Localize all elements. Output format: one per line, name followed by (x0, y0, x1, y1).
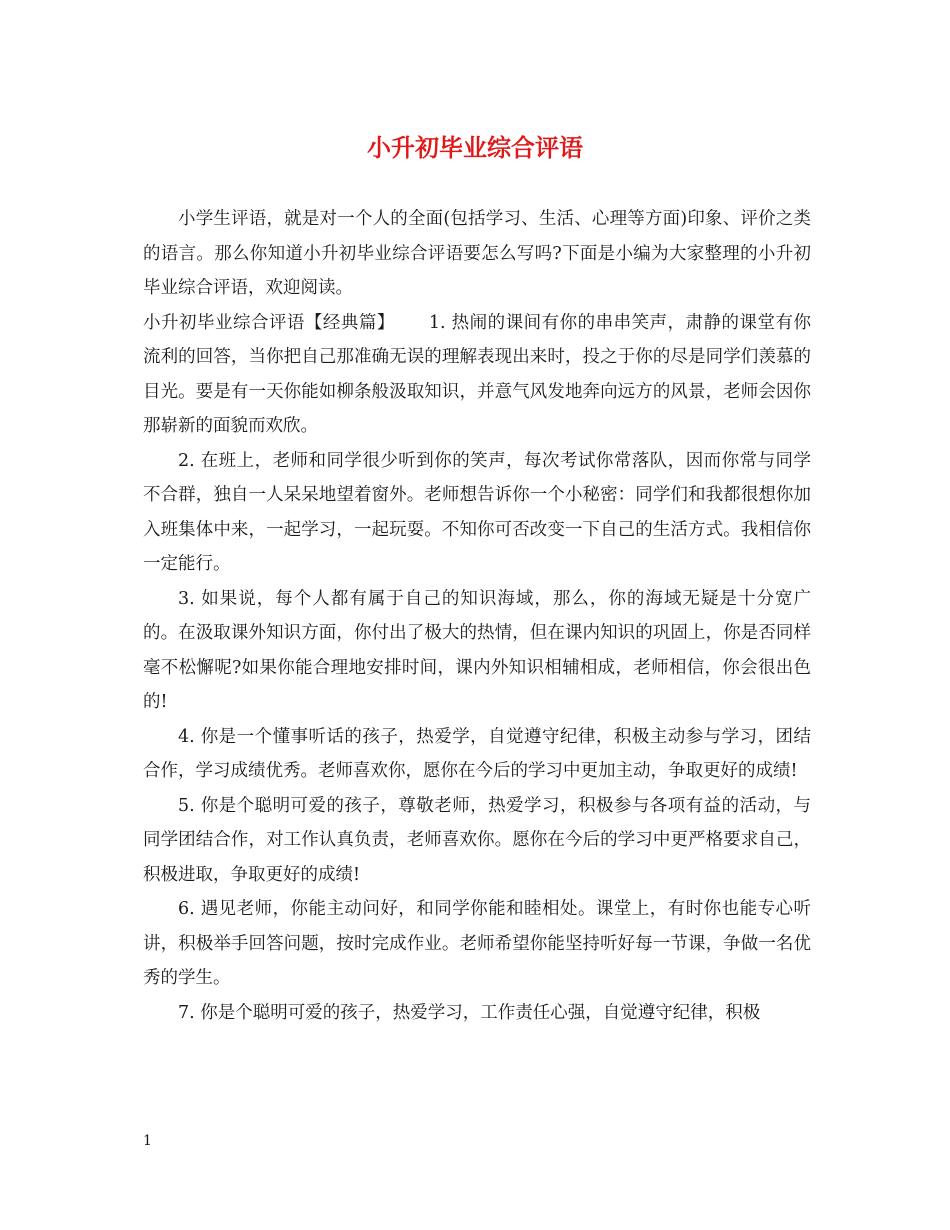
comment-item-5: 5. 你是个聪明可爱的孩子，尊敬老师，热爱学习，积极参与各项有益的活动，与同学团结合作，对工作认真负责，老师喜欢你。愿你在今后的学习中更严格要求自己，积极进取，争取更好的成绩! (143, 795, 811, 885)
page-number: 1 (143, 1133, 152, 1149)
comment-item-2: 2. 在班上，老师和同学很少听到你的笑声，每次考试你常落队，因而你常与同学不合群，独自一人呆呆地望着窗外。老师想告诉你一个小秘密：同学们和我都很想你加入班集体中来，一起学习，一起玩耍。不知你可否改变一下自己的生活方式。我相信你一定能行。 (143, 450, 811, 574)
comment-item-4: 4. 你是一个懂事听话的孩子，热爱学，自觉遵守纪律，积极主动参与学习，团结合作，学习成绩优秀。老师喜欢你，愿你在今后的学习中更加主动，争取更好的成绩! (143, 726, 811, 781)
comment-item-6: 6. 遇见老师，你能主动问好，和同学你能和睦相处。课堂上，有时你也能专心听讲，积极举手回答问题，按时完成作业。老师希望你能坚持听好每一节课，争做一名优秀的学生。 (143, 899, 811, 988)
comment-item-1: 1. 热闹的课间有你的串串笑声，肃静的课堂有你流利的回答，当你把自己那准确无误的理解表现出来时，投之于你的尽是同学们羡慕的目光。要是有一天你能如柳条般汲取知识，并意气风发地奔向远方的风景，老师会因你那崭新的面貌而欢欣。 (143, 312, 811, 436)
section-first-paragraph (143, 306, 811, 444)
document-body (143, 202, 811, 1030)
document-title: 小升初毕业综合评语 (367, 133, 583, 162)
comment-item-3: 3. 如果说，每个人都有属于自己的知识海域，那么，你的海域无疑是十分宽广的。在汲取课外知识方面，你付出了极大的热情，但在课内知识的巩固上，你是否同样毫不松懈呢?如果你能合理地安排时间，课内外知识相辅相成，老师相信，你会很出色的! (143, 588, 811, 712)
intro-paragraph: 小学生评语，就是对一个人的全面(包括学习、生活、心理等方面)印象、评价之类的语言。那么你知道小升初毕业综合评语要怎么写吗?下面是小编为大家整理的小升初毕业综合评语，欢迎阅读。 (143, 209, 811, 298)
section-label: 小升初毕业综合评语【经典篇】 (143, 312, 395, 333)
comment-item-7: 7. 你是个聪明可爱的孩子，热爱学习，工作责任心强，自觉遵守纪律，积极 (178, 1002, 761, 1023)
